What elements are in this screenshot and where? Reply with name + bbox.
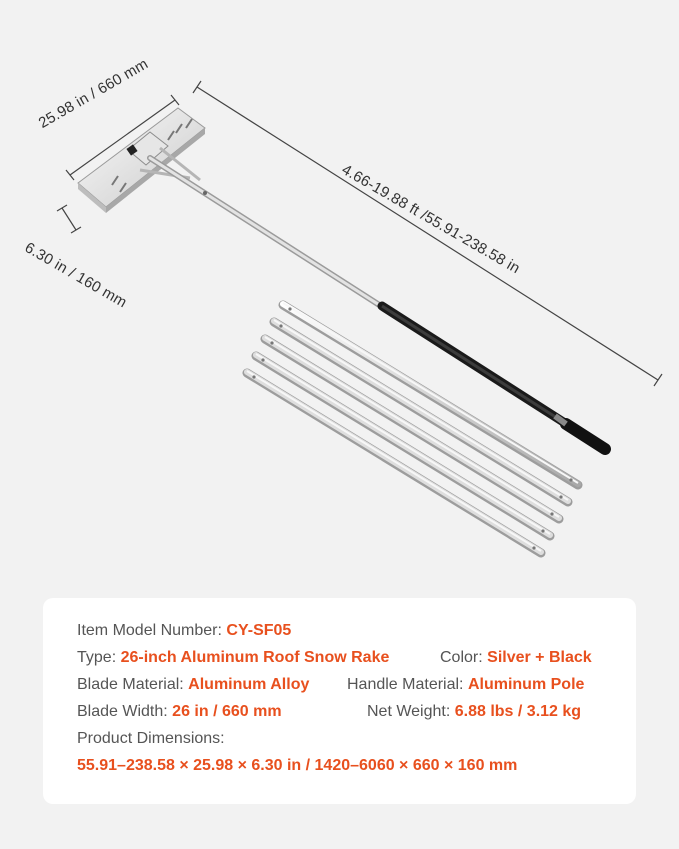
spare-pole-sections (247, 303, 578, 553)
spec-type (77, 649, 389, 667)
spec-card (43, 598, 636, 804)
blade-width-label: 25.98 in / 660 mm (35, 55, 152, 132)
spec-product-dimensions-value (77, 757, 517, 775)
spec-label: Blade Width: (77, 703, 168, 720)
spec-value: 26 in / 660 mm (172, 703, 282, 720)
spec-product-dimensions-label (77, 730, 225, 748)
spec-color (440, 649, 592, 667)
spec-label: Blade Material: (77, 676, 184, 693)
blade-height-label: 6.30 in / 160 mm (21, 239, 130, 312)
spec-value: CY-SF05 (226, 622, 292, 639)
spec-label: Net Weight: (367, 703, 451, 720)
spec-blade-width (77, 703, 282, 721)
spec-value: Silver + Black (487, 649, 592, 666)
spec-label: Item Model Number: (77, 622, 222, 639)
spec-value: Aluminum Alloy (188, 676, 310, 693)
spec-value: 6.88 lbs / 3.12 kg (454, 703, 582, 720)
spec-label: Type: (77, 649, 117, 666)
pole-length-label: 4.66-19.88 ft /55.91-238.58 in (338, 161, 523, 278)
spec-label: Handle Material: (347, 676, 464, 693)
spec-value: 55.91–238.58 × 25.98 × 6.30 in / 1420–6060 × 660 × 160 mm (77, 757, 518, 774)
spec-net-weight (367, 703, 581, 721)
spec-label: Color: (440, 649, 483, 666)
spec-handle-material (347, 676, 584, 694)
height-dimension-line (57, 205, 81, 233)
spec-label: Product Dimensions: (77, 730, 225, 747)
spec-blade-material (77, 676, 309, 694)
spec-value: 26-inch Aluminum Roof Snow Rake (120, 649, 390, 666)
spec-model (77, 622, 291, 640)
spec-value: Aluminum Pole (467, 676, 585, 693)
pole-section (265, 337, 559, 519)
